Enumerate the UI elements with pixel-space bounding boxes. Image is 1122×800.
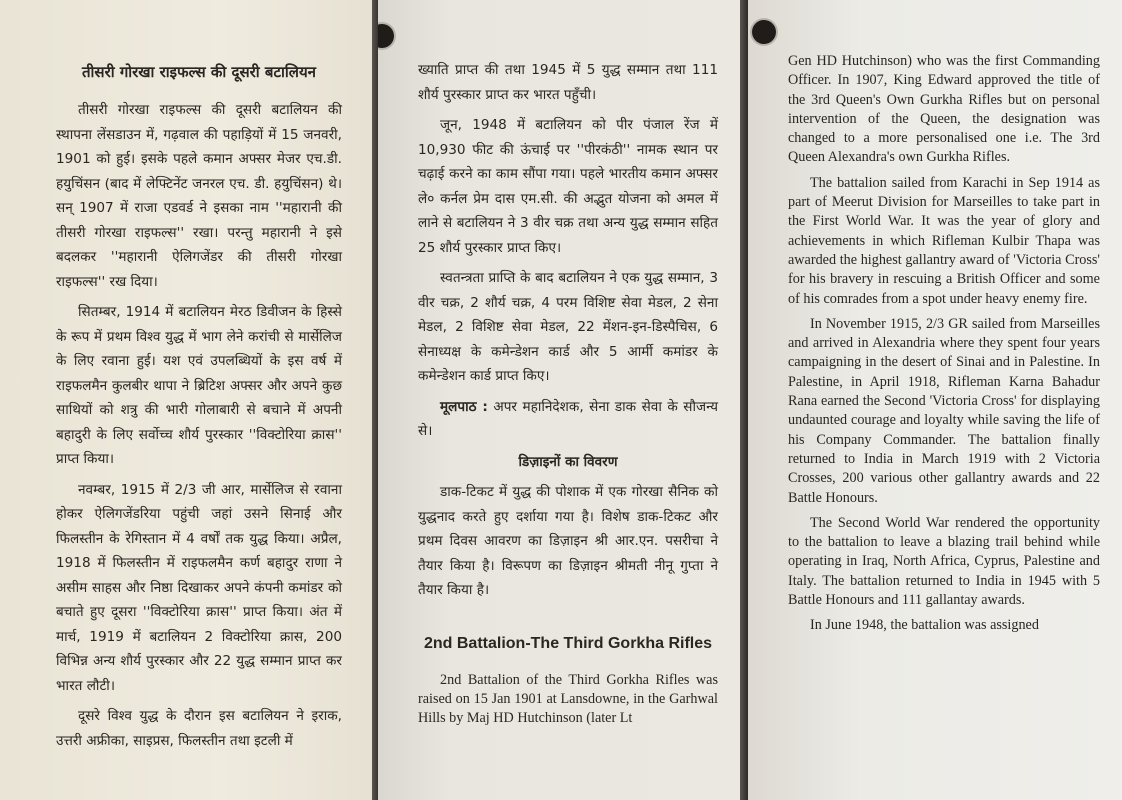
hindi-title: तीसरी गोरखा राइफल्स की दूसरी बटालियन — [82, 63, 316, 81]
english-paragraph-3: In November 1915, 2/3 GR sailed from Marseilles and arrived in Alexandria where they spent four years campaigning in the desert of Sinai and in Palestine. In Palestine, in April 1918, Rifleman Karna Bahadur Rana earned the Second 'Victoria Cross' for displaying undaunted courage and loyalty while saving the life of his Company Commander. The battalion finally returned to India in March 1919 with 2 Victoria Crosses, 200 various other gallantry awards and 22 Battle Honours. — [788, 315, 1100, 506]
source-label: मूलपाठ : — [440, 398, 488, 415]
punch-hole-right — [752, 20, 776, 44]
punch-hole-left — [378, 24, 394, 48]
hindi-paragraph-1: तीसरी गोरखा राइफल्स की दूसरी बटालियन की स्थापना लेंसडाउन में, गढ़वाल की पहाड़ियों में 15 जनवरी, 1901 को हुई। इसके पहले कमान अफ्सर मेजर एच.डी. हयुचिंसन (बाद में लेफ्टिनेंट जनरल एच. डी. हयुचिंसन) थे। सन् 1907 में राजा एडवर्ड ने इसका नाम ''महारानी की तीसरी गोरखा राइफल्स'' रखा। परन्तु महारानी ने इसे बदलकर ''महारानी ऐलिगजेंडर की तीसरी गोरखा राइफल्स'' रख दिया। — [56, 102, 342, 290]
english-paragraph-5: In June 1948, the battalion was assigned — [810, 617, 1039, 634]
hindi-paragraph-7: स्वतन्त्रता प्राप्ति के बाद बटालियन ने एक युद्ध सम्मान, 3 वीर चक्र, 2 शौर्य चक्र, 4 परम विशिष्ट सेवा मेडल, 2 सेना मेडल, 2 विशिष्ट सेवा मेडल, 22 मेंशन-इन-डिस्पैचिस, 6 सेनाध्यक्ष के कमेन्डेशन कार्ड और 5 आर्मी कमांडर के कमेन्डेशन कार्ड प्राप्त किए। — [418, 270, 718, 384]
hindi-panel-left — [0, 0, 372, 800]
english-paragraph-2: The battalion sailed from Karachi in Sep 1914 as part of Meerut Division for Marseilles to take part in the First World War. It was the year of glory and achievements in which Rifleman Kulbir Thapa was awarded the highest gallantry award of 'Victoria Cross' for his bravery in rescuing a British Officer and some of his comrades from a spot under heavy enemy fire. — [788, 174, 1100, 307]
design-heading: डिज़ाइनों का विवरण — [518, 453, 618, 470]
hindi-paragraph-3: नवम्बर, 1915 में 2/3 जी आर, मार्सेलिज से रवाना होकर ऐलिगजेंडरिया पहुंची जहां उसने सिनाई और फिलस्तीन के रेगिस्तान में 4 वर्षों तक युद्ध किया। अप्रैल, 1918 में फिलस्तीन में राइफलमैन कर्ण बहादुर राणा ने असीम साहस और निष्ठा दिखाकर अपने कंपनी कमांडर को बचाते हुए दूसरा ''विक्टोरिया क्रास'' प्राप्त किया। अंत में मार्च, 1919 में बटालियन 2 विक्टोरिया क्रास, 200 विभिन्न अन्य शौर्य पुरस्कार और 22 युद्ध सम्मान प्राप्त कर भारत लौटी। — [56, 481, 342, 694]
english-paragraph-4: The Second World War rendered the opportunity to the battalion to leave a blazing trail behind while operating in Iraq, North Africa, Cyprus, Palestine and Italy. The battalion returned to India in 1945 with 5 Battle Honours and 111 gallantay awards. — [788, 514, 1100, 609]
english-panel-right — [748, 0, 1122, 800]
hindi-paragraph-6: जून, 1948 में बटालियन को पीर पंजाल रेंज में 10,930 फीट की ऊंचाई पर ''पीरकंठी'' नामक स्थान पर चढ़ाई करने का काम सौंपा गया। पहले भारतीय कमान अफ्सर ले० कर्नल प्रेम दास एम.सी. की अद्भुत योजना को अमल में लाने से बटालियन ने 3 वीर चक्र तथा अन्य युद्ध सम्मान सहित 25 शौर्य पुरस्कार प्राप्त किए। — [418, 117, 718, 256]
hindi-paragraph-2: सितम्बर, 1914 में बटालियन मेरठ डिवीजन के हिस्से के रूप में प्रथम विश्व युद्ध में भाग लेने करांची से मार्सेलिज के लिए रवाना हुई। यश एवं उपलब्धियों के इस वर्ष में राइफलमैन कुलबीर थापा ने ब्रिटिश अफ्सर और अपने कुछ साथियों को शत्रु की भारी गोलाबारी से बचाने में अपनी बहादुरी के लिए सर्वोच्च शौर्य पुरस्कार ''विक्टोरिया क्रास'' प्राप्त किया। — [56, 304, 342, 467]
source-credit — [418, 395, 718, 444]
english-paragraph-1: Gen HD Hutchinson) who was the first Commanding Officer. In 1907, King Edward approved the title of the 3rd Queen's Own Gurkha Rifles but on personal intervention of the Queen, the designation was changed to a more personalised one i.e. The 3rd Queen Alexandra's own Gurkha Rifles. — [788, 53, 1100, 166]
english-title: 2nd Battalion-The Third Gorkha Rifles — [423, 634, 713, 652]
hindi-paragraph-4: दूसरे विश्व युद्ध के दौरान इस बटालियन ने इराक, उत्तरी अफ्रीका, साइप्रस, फिलस्तीन तथा इटली में — [56, 708, 342, 749]
source-text: अपर महानिदेशक, सेना डाक सेवा के सौजन्य से। — [418, 398, 718, 439]
page-fold-right — [740, 0, 748, 800]
design-description: डाक-टिकट में युद्ध की पोशाक में एक गोरखा सैनिक को युद्धनाद करते हुए दर्शाया गया है। विशेष डाक-टिकट और प्रथम दिवस आवरण का डिज़ाइन श्री आर.एन. पसरीचा ने तैयार किया है। विरूपण का डिज़ाइन श्रीमती नीनू गुप्ता ने तैयार किया है। — [418, 484, 718, 598]
middle-panel — [378, 0, 740, 800]
hindi-paragraph-5: ख्याति प्राप्त की तथा 1945 में 5 युद्ध सम्मान तथा 111 शौर्य पुरस्कार प्राप्त कर भारत पहुँची। — [418, 62, 718, 103]
english-intro: 2nd Battalion of the Third Gorkha Rifles was raised on 15 Jan 1901 at Lansdowne, in the Garhwal Hills by Maj HD Hutchinson (later Lt — [418, 671, 718, 727]
